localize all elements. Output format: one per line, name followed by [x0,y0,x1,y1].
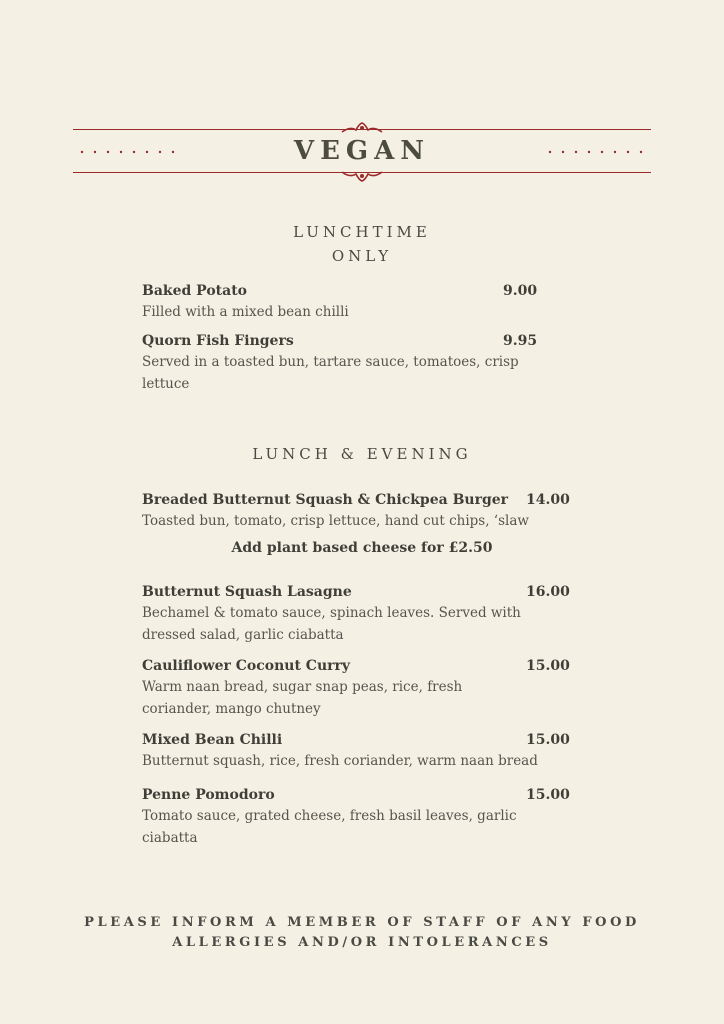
item-price: 16.00 [526,584,570,600]
item-name: Breaded Butternut Squash & Chickpea Burger [142,492,509,508]
item-price: 15.00 [526,787,570,803]
item-price: 15.00 [526,658,570,674]
item-name: Butternut Squash Lasagne [142,584,352,600]
right-dots-icon [548,150,648,154]
plant-cheese-addon: Add plant based cheese for £2.50 [231,540,493,556]
menu-item-baked-potato [142,281,538,323]
item-name: Cauliflower Coconut Curry [142,658,351,674]
item-description: Served in a toasted bun, tartare sauce, tomatoes, crisp lettuce [142,354,519,392]
item-description: Butternut squash, rice, fresh coriander, warm naan bread [142,753,538,769]
item-description: Bechamel & tomato sauce, spinach leaves. Served with dressed salad, garlic ciabatta [142,605,521,643]
item-description: Filled with a mixed bean chilli [142,304,349,320]
section-title-lunchtime [0,220,724,268]
bottom-flourish-icon [340,170,384,182]
section-title-line: ONLY [331,247,393,265]
item-price: 9.95 [503,333,538,349]
item-name: Mixed Bean Chilli [142,732,283,748]
item-name: Penne Pomodoro [142,787,275,803]
allergy-notice-line: PLEASE INFORM A MEMBER OF STAFF OF ANY FOOD [84,915,640,930]
menu-item-mixed-bean-chilli [142,730,570,772]
menu-item-cauliflower-curry [142,656,570,720]
item-name: Baked Potato [142,283,248,299]
item-description: Tomato sauce, grated cheese, fresh basil leaves, garlic ciabatta [142,808,517,846]
menu-item-butternut-lasagne [142,582,570,646]
item-price: 14.00 [526,492,570,508]
allergy-notice-line: ALLERGIES AND/OR INTOLERANCES [172,935,552,950]
section-title-line: LUNCHTIME [293,223,431,241]
item-price: 9.00 [503,283,538,299]
menu-item-quorn-fish-fingers [142,331,562,395]
section-title-lunch-evening: LUNCH & EVENING [252,445,472,463]
allergy-notice [0,913,724,953]
item-description: Warm naan bread, sugar snap peas, rice, fresh coriander, mango chutney [142,679,463,717]
menu-item-chickpea-burger [142,490,570,532]
page-title: VEGAN [293,136,431,166]
menu-item-penne-pomodoro [142,785,570,849]
item-description: Toasted bun, tomato, crisp lettuce, hand cut chips, ‘slaw [142,513,529,529]
item-price: 15.00 [526,732,570,748]
item-name: Quorn Fish Fingers [142,333,294,349]
top-flourish-icon [340,122,384,134]
